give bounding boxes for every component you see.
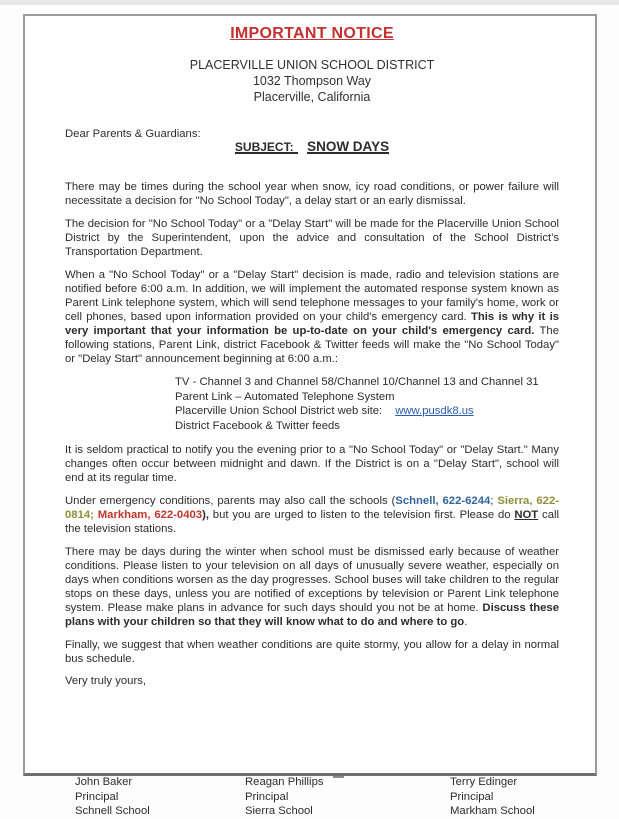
text-segment: The decision for "No School Today" or a "Delay Start" will be made for the Placerville Union School District by the Superintendent, upon the advice and consultation of the School District's Transportation Department. [65, 218, 559, 258]
letterhead [65, 57, 559, 105]
signer-school: Sierra School [245, 805, 313, 817]
district-website-link[interactable]: www.pusdk8.us [395, 405, 474, 417]
text-segment: . [464, 616, 468, 628]
address-line-2: Placerville, California [253, 90, 371, 104]
text-segment: Markham, 622-0403 [97, 509, 203, 521]
signature-block [65, 775, 559, 819]
signature-sierra [245, 775, 450, 819]
list-line [175, 404, 559, 419]
signer-title: Principal [450, 790, 494, 803]
text-segment: Placerville Union School District web site: [175, 405, 383, 417]
text-segment: Under emergency conditions, parents may also call the schools ( [65, 495, 396, 507]
paragraph [65, 268, 559, 366]
text-segment: When a "No School Today" or a "Delay Start" decision is made, radio and television stations are notified before 6:00 a.m. In addition, we will implement the automated response system known as Parent Link telephone system, which will send telephone messages to your family's home, work or cell phones, based upon information provided on your child's emergency card. [65, 269, 559, 323]
list-line [175, 390, 559, 405]
notice-title: IMPORTANT NOTICE [230, 25, 394, 42]
signer-title: Principal [245, 790, 289, 803]
text-segment: There may be times during the school year when snow, icy road conditions, or power failure will necessitate a decision for "No School Today", a delay start or an early dismissal. [65, 181, 559, 207]
subject-heading [235, 138, 389, 155]
subject-text: SNOW DAYS [307, 139, 390, 154]
signer-name: Reagan Phillips [245, 776, 324, 788]
letter-page [23, 14, 597, 817]
paragraph [65, 217, 559, 259]
text-segment: Discuss these plans with your children so that they will know what to do and where to go [65, 602, 559, 628]
salutation-row [65, 128, 559, 160]
address-line-1: 1032 Thompson Way [252, 74, 372, 88]
text-segment: ), [202, 509, 209, 521]
text-segment: call the television stations. [65, 509, 559, 535]
list-line [175, 375, 559, 390]
text-segment: Schnell, 622-6244 [395, 495, 491, 507]
paragraph [65, 180, 559, 208]
text-segment: Finally, we suggest that when weather conditions are quite stormy, you allow for a delay in normal bus schedule. [65, 639, 559, 665]
paragraph [65, 545, 559, 629]
subject-label: SUBJECT: [234, 140, 294, 154]
text-segment: ; [490, 495, 498, 507]
paragraph [65, 638, 559, 666]
district-name: PLACERVILLE UNION SCHOOL DISTRICT [189, 58, 435, 72]
salutation: Dear Parents & Guardians: [65, 128, 201, 140]
notification-channels-list [175, 375, 559, 433]
text-segment: Parent Link – Automated Telephone System [175, 390, 395, 403]
text-segment: Sierra, 622-0814; [65, 495, 560, 521]
text-segment: NOT [514, 509, 539, 521]
text-segment: This is why it is very important that your information be up-to-date on your child's emergency card. [65, 311, 559, 337]
scan-artifact [333, 776, 344, 778]
text-segment: There may be days during the winter when school must be dismissed early because of weather conditions. Please listen to your television on all days of unusually severe weather, especially on days when conditions worsen as the day progresses. School buses will take children to the regular stops on these days, unless you are notified of exceptions by television or Parent Link telephone system. Please make plans in advance for such days should you not be at home. [65, 546, 559, 614]
closing-line: Very truly yours, [65, 675, 146, 687]
letter-body [65, 180, 559, 666]
signature-schnell [75, 775, 245, 819]
signer-name: Terry Edinger [450, 776, 518, 788]
signer-school: Schnell School [75, 805, 150, 817]
text-segment: but you are urged to listen to the television first. Please do [208, 509, 515, 521]
text-segment: It is seldom practical to notify you the evening prior to a "No School Today" or "Delay Start." Many changes often occur between midnight and dawn. If the District is on a "Delay Start", school will end at its regular time. [65, 444, 559, 484]
signer-school: Markham School [450, 805, 535, 817]
list-line [175, 419, 559, 434]
scanner-edge-strip [0, 0, 619, 5]
signer-name: John Baker [75, 776, 133, 788]
text-segment: The following stations, Parent Link, district Facebook & Twitter feeds will make the "No School Today" or "Delay Start" announcement beginning at 6:00 a.m.: [65, 325, 559, 365]
paragraph [65, 443, 559, 485]
paragraph [65, 494, 559, 536]
signature-markham [450, 775, 559, 819]
signer-title: Principal [75, 790, 119, 803]
text-segment: TV - Channel 3 and Channel 58/Channel 10/Channel 13 and Channel 31 [175, 376, 539, 388]
text-segment: District Facebook & Twitter feeds [175, 419, 340, 432]
